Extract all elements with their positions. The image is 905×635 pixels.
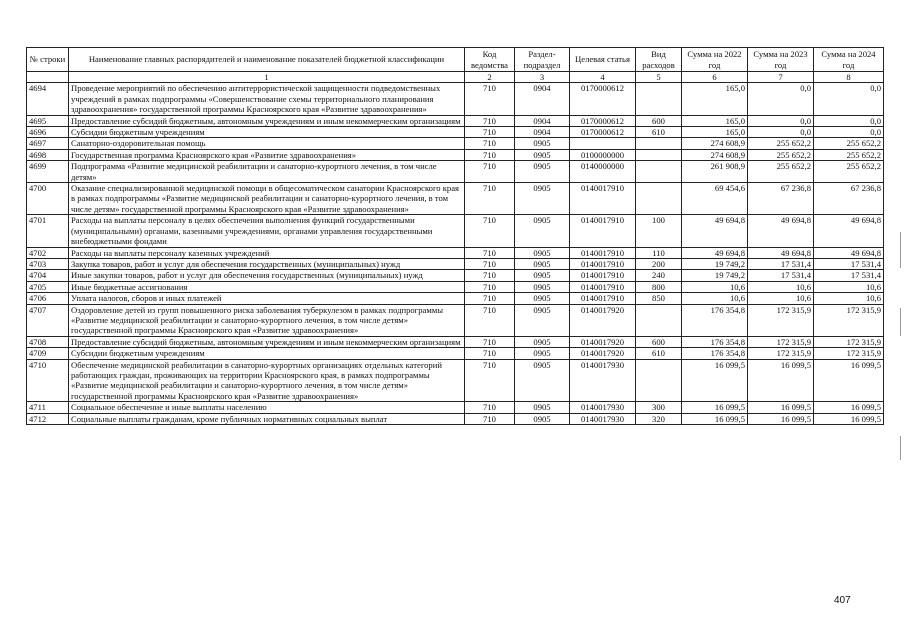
row-name: Проведение мероприятий по обеспечению антитеррористической защищенности подведомственных учреждений в рамках подпрограммы «Совершенствование схемы территориального планирования здравоохранения» государственной программы Красноярского края «Развитие здравоохранения» — [69, 83, 465, 115]
header-sum-2024: Сумма на 2024 год — [814, 48, 884, 72]
table-row — [27, 413, 884, 424]
row-ved-code: 710 — [465, 304, 515, 336]
table-row — [27, 258, 884, 269]
row-razdel-code: 0905 — [515, 215, 570, 247]
row-number: 4698 — [27, 149, 69, 160]
row-vr-code — [636, 149, 682, 160]
table-row — [27, 149, 884, 160]
row-sum-2023: 255 652,2 — [748, 149, 814, 160]
budget-table — [26, 47, 884, 425]
column-number-row — [27, 72, 884, 83]
column-number: 1 — [69, 72, 465, 83]
row-vr-code: 850 — [636, 293, 682, 304]
row-sum-2024: 16 099,5 — [814, 413, 884, 424]
row-number: 4707 — [27, 304, 69, 336]
row-vr-code: 110 — [636, 247, 682, 258]
row-vr-code: 600 — [636, 336, 682, 347]
header-name: Наименование главных распорядителей и наименование показателей бюджетной классификации — [69, 48, 465, 72]
row-number: 4711 — [27, 402, 69, 413]
row-number: 4703 — [27, 258, 69, 269]
row-sum-2024: 67 236,8 — [814, 183, 884, 215]
row-name: Уплата налогов, сборов и иных платежей — [69, 293, 465, 304]
row-razdel-code: 0905 — [515, 258, 570, 269]
row-csr-code: 0140017910 — [570, 215, 636, 247]
row-sum-2023: 16 099,5 — [748, 413, 814, 424]
row-name: Подпрограмма «Развитие медицинской реабилитации и санаторно-курортного лечения, в том числе детям» — [69, 161, 465, 183]
row-csr-code: 0140017920 — [570, 336, 636, 347]
row-number: 4696 — [27, 127, 69, 138]
row-sum-2023: 67 236,8 — [748, 183, 814, 215]
row-number: 4704 — [27, 270, 69, 281]
column-number: 8 — [814, 72, 884, 83]
row-sum-2022: 16 099,5 — [682, 413, 748, 424]
row-number: 4710 — [27, 359, 69, 402]
row-sum-2022: 19 749,2 — [682, 258, 748, 269]
row-name: Санаторно-оздоровительная помощь — [69, 138, 465, 149]
row-razdel-code: 0905 — [515, 149, 570, 160]
row-number: 4701 — [27, 215, 69, 247]
row-sum-2024: 255 652,2 — [814, 161, 884, 183]
row-razdel-code: 0905 — [515, 247, 570, 258]
row-name: Предоставление субсидий бюджетным, автономным учреждениям и иным некоммерческим организациям — [69, 336, 465, 347]
row-sum-2024: 255 652,2 — [814, 138, 884, 149]
row-sum-2023: 0,0 — [748, 115, 814, 126]
row-number: 4705 — [27, 281, 69, 292]
row-razdel-code: 0905 — [515, 413, 570, 424]
row-vr-code: 610 — [636, 348, 682, 359]
table-row — [27, 83, 884, 115]
row-number: 4700 — [27, 183, 69, 215]
row-sum-2023: 255 652,2 — [748, 161, 814, 183]
header-csr: Целевая статья — [570, 48, 636, 72]
row-ved-code: 710 — [465, 348, 515, 359]
row-vr-code — [636, 161, 682, 183]
row-csr-code: 0140017930 — [570, 402, 636, 413]
header-sum-2023: Сумма на 2023 год — [748, 48, 814, 72]
table-row — [27, 215, 884, 247]
row-ved-code: 710 — [465, 149, 515, 160]
table-row — [27, 270, 884, 281]
row-sum-2024: 10,6 — [814, 293, 884, 304]
header-row-number: № строки — [27, 48, 69, 72]
column-number: 4 — [570, 72, 636, 83]
table-row — [27, 402, 884, 413]
row-ved-code: 710 — [465, 258, 515, 269]
row-sum-2023: 10,6 — [748, 293, 814, 304]
table-row — [27, 359, 884, 402]
row-name: Закупка товаров, работ и услуг для обеспечения государственных (муниципальных) нужд — [69, 258, 465, 269]
row-csr-code: 0170000612 — [570, 115, 636, 126]
row-sum-2024: 17 531,4 — [814, 258, 884, 269]
row-name: Субсидии бюджетным учреждениям — [69, 127, 465, 138]
row-csr-code: 0140017910 — [570, 293, 636, 304]
row-number: 4694 — [27, 83, 69, 115]
row-sum-2024: 0,0 — [814, 127, 884, 138]
row-number: 4695 — [27, 115, 69, 126]
row-number: 4697 — [27, 138, 69, 149]
row-sum-2023: 49 694,8 — [748, 215, 814, 247]
row-sum-2024: 0,0 — [814, 83, 884, 115]
row-sum-2024: 172 315,9 — [814, 336, 884, 347]
row-vr-code — [636, 304, 682, 336]
row-vr-code: 300 — [636, 402, 682, 413]
table-row — [27, 348, 884, 359]
row-vr-code: 600 — [636, 115, 682, 126]
row-sum-2022: 49 694,8 — [682, 247, 748, 258]
column-number: 5 — [636, 72, 682, 83]
row-razdel-code: 0904 — [515, 83, 570, 115]
row-vr-code: 610 — [636, 127, 682, 138]
table-row — [27, 183, 884, 215]
row-razdel-code: 0905 — [515, 183, 570, 215]
row-sum-2023: 255 652,2 — [748, 138, 814, 149]
row-vr-code: 320 — [636, 413, 682, 424]
row-ved-code: 710 — [465, 270, 515, 281]
table-row — [27, 281, 884, 292]
row-name: Предоставление субсидий бюджетным, автономным учреждениям и иным некоммерческим организациям — [69, 115, 465, 126]
row-razdel-code: 0905 — [515, 348, 570, 359]
row-name: Расходы на выплаты персоналу в целях обеспечения выполнения функций государственными (муниципальными) органами, казенными учреждениями, органами управления государственными внебюджетными фондами — [69, 215, 465, 247]
row-sum-2024: 172 315,9 — [814, 304, 884, 336]
row-csr-code: 0140017910 — [570, 258, 636, 269]
column-number: 6 — [682, 72, 748, 83]
row-sum-2022: 16 099,5 — [682, 359, 748, 402]
scan-edge-mark — [900, 436, 901, 460]
row-name: Расходы на выплаты персоналу казенных учреждений — [69, 247, 465, 258]
table-row — [27, 127, 884, 138]
scan-edge-mark — [900, 308, 901, 336]
row-sum-2022: 165,0 — [682, 127, 748, 138]
row-csr-code: 0170000612 — [570, 83, 636, 115]
row-sum-2024: 172 315,9 — [814, 348, 884, 359]
row-csr-code: 0140017910 — [570, 281, 636, 292]
row-ved-code: 710 — [465, 83, 515, 115]
row-sum-2022: 176 354,8 — [682, 304, 748, 336]
row-razdel-code: 0905 — [515, 336, 570, 347]
row-csr-code: 0170000612 — [570, 127, 636, 138]
row-sum-2024: 0,0 — [814, 115, 884, 126]
row-ved-code: 710 — [465, 281, 515, 292]
row-sum-2022: 274 608,9 — [682, 149, 748, 160]
row-sum-2023: 0,0 — [748, 83, 814, 115]
row-sum-2024: 17 531,4 — [814, 270, 884, 281]
row-csr-code: 0140017910 — [570, 247, 636, 258]
row-name: Обеспечение медицинской реабилитации в санаторно-курортных организациях отдельных категорий работающих граждан, проживающих на территории Красноярского края, в рамках подпрограммы «Развитие медицинской реабилитации и санаторно-курортного лечения, в том числе детям» государственной программы Красноярского края «Развитие здравоохранения» — [69, 359, 465, 402]
table-row — [27, 161, 884, 183]
row-sum-2023: 16 099,5 — [748, 359, 814, 402]
row-sum-2023: 0,0 — [748, 127, 814, 138]
row-vr-code: 100 — [636, 215, 682, 247]
row-sum-2022: 69 454,6 — [682, 183, 748, 215]
row-vr-code — [636, 138, 682, 149]
header-ved: Код ведомства — [465, 48, 515, 72]
row-name: Оздоровление детей из групп повышенного риска заболевания туберкулезом в рамках подпрограммы «Развитие медицинской реабилитации и санаторно-курортного лечения, в том числе детям» государственной программы Красноярского края «Развитие здравоохранения» — [69, 304, 465, 336]
row-sum-2022: 10,6 — [682, 281, 748, 292]
row-name: Субсидии бюджетным учреждениям — [69, 348, 465, 359]
row-number: 4708 — [27, 336, 69, 347]
row-name: Иные бюджетные ассигнования — [69, 281, 465, 292]
column-number: 2 — [465, 72, 515, 83]
row-ved-code: 710 — [465, 247, 515, 258]
row-ved-code: 710 — [465, 293, 515, 304]
table-body — [27, 83, 884, 425]
row-vr-code: 200 — [636, 258, 682, 269]
column-number — [27, 72, 69, 83]
row-sum-2022: 165,0 — [682, 115, 748, 126]
row-ved-code: 710 — [465, 161, 515, 183]
row-sum-2022: 16 099,5 — [682, 402, 748, 413]
row-sum-2023: 49 694,8 — [748, 247, 814, 258]
row-razdel-code: 0905 — [515, 270, 570, 281]
row-csr-code: 0140017910 — [570, 183, 636, 215]
row-csr-code: 0140017920 — [570, 348, 636, 359]
row-name: Социальные выплаты гражданам, кроме публичных нормативных социальных выплат — [69, 413, 465, 424]
row-vr-code — [636, 183, 682, 215]
row-sum-2024: 16 099,5 — [814, 359, 884, 402]
row-sum-2022: 19 749,2 — [682, 270, 748, 281]
row-csr-code: 0140017930 — [570, 413, 636, 424]
table-row — [27, 293, 884, 304]
row-razdel-code: 0905 — [515, 304, 570, 336]
row-sum-2023: 172 315,9 — [748, 304, 814, 336]
header-sum-2022: Сумма на 2022 год — [682, 48, 748, 72]
row-sum-2022: 10,6 — [682, 293, 748, 304]
row-sum-2023: 172 315,9 — [748, 348, 814, 359]
row-sum-2024: 16 099,5 — [814, 402, 884, 413]
row-razdel-code: 0905 — [515, 161, 570, 183]
row-vr-code — [636, 359, 682, 402]
row-csr-code — [570, 138, 636, 149]
column-number: 7 — [748, 72, 814, 83]
row-razdel-code: 0905 — [515, 138, 570, 149]
row-name: Оказание специализированной медицинской помощи в общесоматическом санатории Красноярского края в рамках подпрограммы «Развитие медицинской реабилитации и санаторно-курортного лечения, в том числе детям» государственной программы Красноярского края «Развитие здравоохранения» — [69, 183, 465, 215]
header-vr: Вид расходов — [636, 48, 682, 72]
row-sum-2023: 16 099,5 — [748, 402, 814, 413]
column-number: 3 — [515, 72, 570, 83]
row-vr-code: 240 — [636, 270, 682, 281]
row-razdel-code: 0905 — [515, 359, 570, 402]
row-razdel-code: 0904 — [515, 127, 570, 138]
row-sum-2023: 17 531,4 — [748, 258, 814, 269]
page-number: 407 — [834, 595, 851, 606]
row-number: 4699 — [27, 161, 69, 183]
row-sum-2023: 10,6 — [748, 281, 814, 292]
table-row — [27, 115, 884, 126]
row-vr-code — [636, 83, 682, 115]
table-row — [27, 336, 884, 347]
table-row — [27, 304, 884, 336]
row-sum-2022: 261 908,9 — [682, 161, 748, 183]
row-sum-2023: 172 315,9 — [748, 336, 814, 347]
row-number: 4709 — [27, 348, 69, 359]
table-row — [27, 138, 884, 149]
row-ved-code: 710 — [465, 215, 515, 247]
row-ved-code: 710 — [465, 359, 515, 402]
table-row — [27, 247, 884, 258]
table-header-row — [27, 48, 884, 72]
row-csr-code: 0140017920 — [570, 304, 636, 336]
row-csr-code: 0100000000 — [570, 149, 636, 160]
row-razdel-code: 0904 — [515, 115, 570, 126]
row-razdel-code: 0905 — [515, 402, 570, 413]
row-sum-2024: 49 694,8 — [814, 215, 884, 247]
row-name: Государственная программа Красноярского края «Развитие здравоохранения» — [69, 149, 465, 160]
row-razdel-code: 0905 — [515, 281, 570, 292]
row-sum-2022: 49 694,8 — [682, 215, 748, 247]
row-csr-code: 0140017930 — [570, 359, 636, 402]
row-ved-code: 710 — [465, 336, 515, 347]
row-ved-code: 710 — [465, 138, 515, 149]
row-ved-code: 710 — [465, 127, 515, 138]
row-name: Иные закупки товаров, работ и услуг для обеспечения государственных (муниципальных) нужд — [69, 270, 465, 281]
row-ved-code: 710 — [465, 183, 515, 215]
row-sum-2023: 17 531,4 — [748, 270, 814, 281]
row-ved-code: 710 — [465, 115, 515, 126]
row-sum-2022: 176 354,8 — [682, 348, 748, 359]
row-sum-2022: 165,0 — [682, 83, 748, 115]
scan-edge-mark — [900, 232, 901, 268]
header-razdel: Раздел-подраздел — [515, 48, 570, 72]
row-sum-2024: 255 652,2 — [814, 149, 884, 160]
row-number: 4712 — [27, 413, 69, 424]
row-number: 4706 — [27, 293, 69, 304]
row-razdel-code: 0905 — [515, 293, 570, 304]
row-name: Социальное обеспечение и иные выплаты населению — [69, 402, 465, 413]
row-csr-code: 0140017910 — [570, 270, 636, 281]
row-sum-2024: 10,6 — [814, 281, 884, 292]
row-ved-code: 710 — [465, 402, 515, 413]
row-sum-2022: 176 354,8 — [682, 336, 748, 347]
row-number: 4702 — [27, 247, 69, 258]
row-sum-2022: 274 608,9 — [682, 138, 748, 149]
row-vr-code: 800 — [636, 281, 682, 292]
row-csr-code: 0140000000 — [570, 161, 636, 183]
row-sum-2024: 49 694,8 — [814, 247, 884, 258]
row-ved-code: 710 — [465, 413, 515, 424]
